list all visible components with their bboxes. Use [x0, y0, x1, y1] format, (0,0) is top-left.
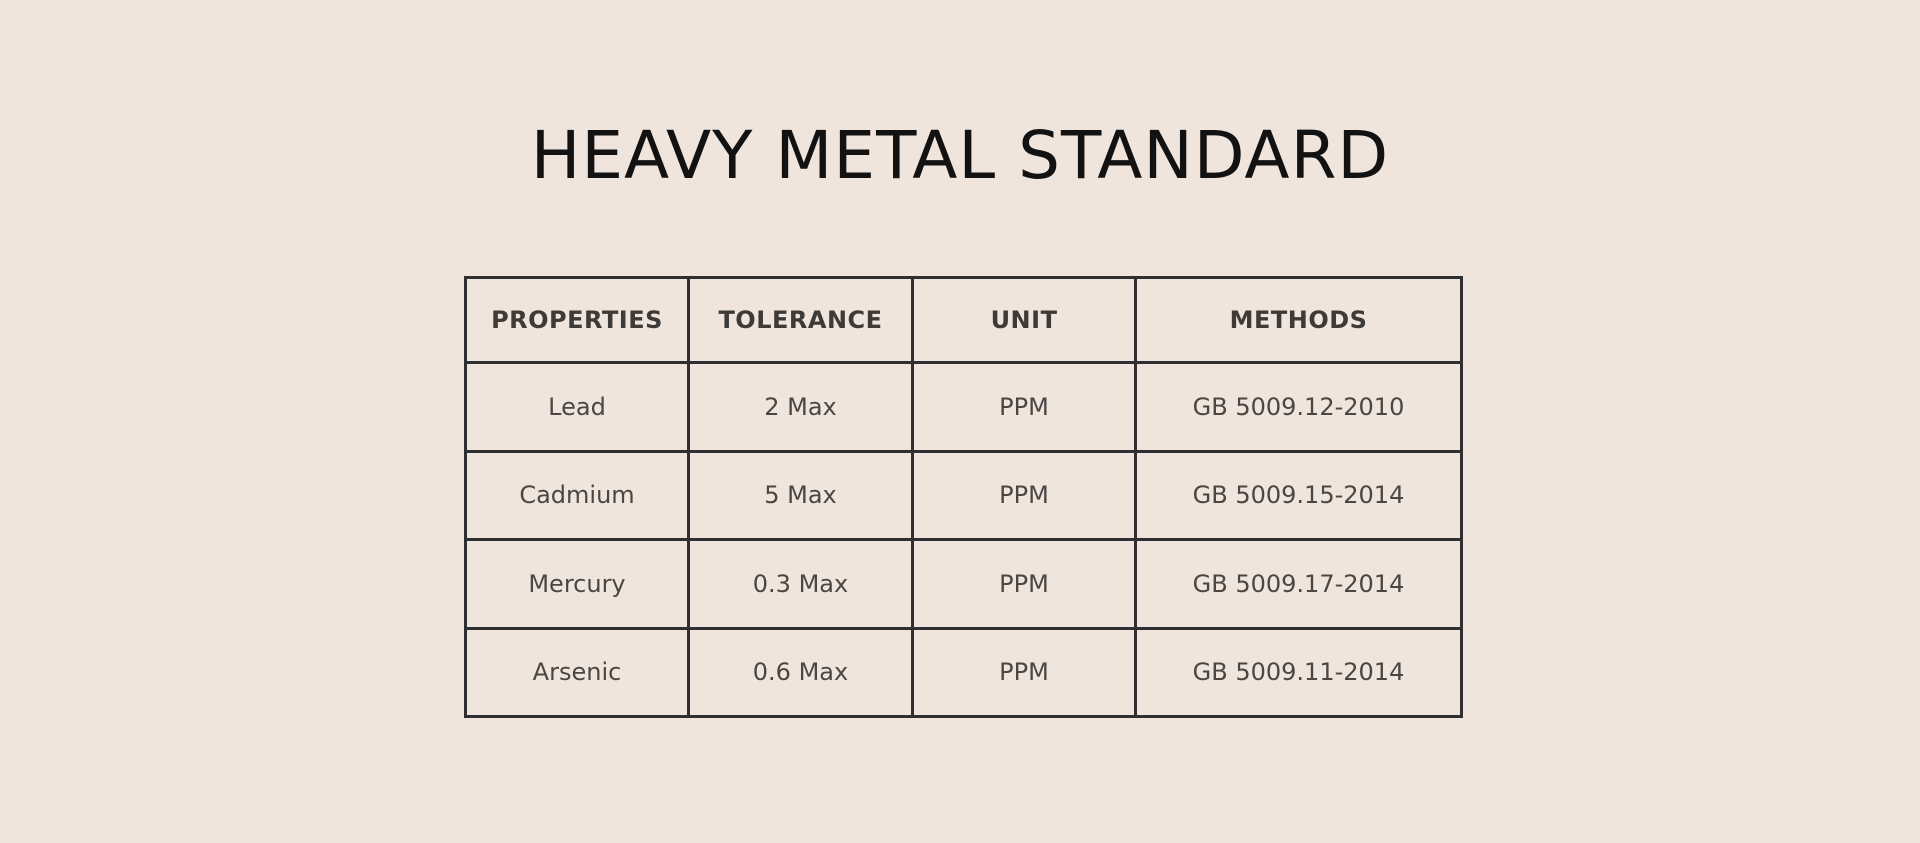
method-cell: GB 5009.17-2014	[1136, 540, 1462, 629]
page-title: HEAVY METAL STANDARD	[530, 117, 1390, 194]
column-header-methods: METHODS	[1136, 278, 1462, 363]
property-cell: Cadmium	[466, 451, 689, 540]
property-cell: Lead	[466, 363, 689, 452]
table-header-row	[466, 278, 1462, 363]
table-row	[466, 451, 1462, 540]
unit-cell: PPM	[913, 628, 1136, 717]
method-cell: GB 5009.15-2014	[1136, 451, 1462, 540]
column-header-unit: UNIT	[913, 278, 1136, 363]
column-header-properties: PROPERTIES	[466, 278, 689, 363]
unit-cell: PPM	[913, 451, 1136, 540]
tolerance-cell: 2 Max	[689, 363, 913, 452]
heavy-metal-table	[464, 276, 1463, 718]
table-row	[466, 363, 1462, 452]
method-cell: GB 5009.11-2014	[1136, 628, 1462, 717]
unit-cell: PPM	[913, 363, 1136, 452]
tolerance-cell: 0.3 Max	[689, 540, 913, 629]
tolerance-cell: 5 Max	[689, 451, 913, 540]
property-cell: Arsenic	[466, 628, 689, 717]
table-row	[466, 628, 1462, 717]
column-header-tolerance: TOLERANCE	[689, 278, 913, 363]
unit-cell: PPM	[913, 540, 1136, 629]
tolerance-cell: 0.6 Max	[689, 628, 913, 717]
method-cell: GB 5009.12-2010	[1136, 363, 1462, 452]
table-row	[466, 540, 1462, 629]
property-cell: Mercury	[466, 540, 689, 629]
